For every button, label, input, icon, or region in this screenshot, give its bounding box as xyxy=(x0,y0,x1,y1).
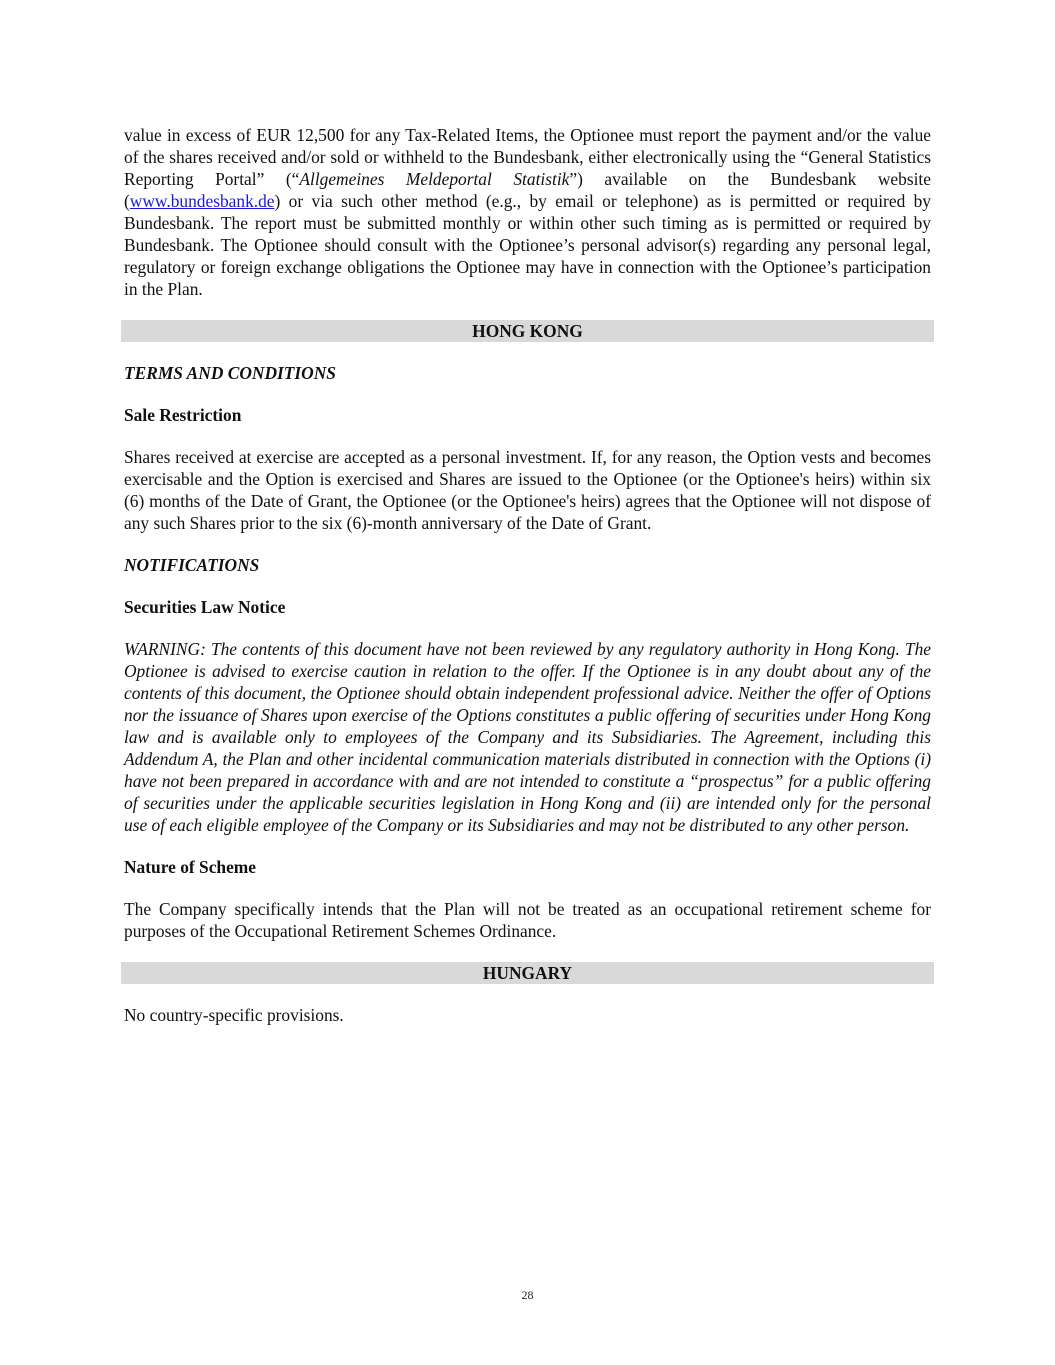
bundesbank-link[interactable]: www.bundesbank.de xyxy=(129,191,275,211)
germany-text-part2: ”) available on the Bundesbank website ( xyxy=(124,169,931,211)
securities-law-text: WARNING: The contents of this document have not been reviewed by any regulatory authority in Hong Kong. The Optionee is advised to exercise caution in relation to the offer. If the Optionee is in any doubt about any of the contents of this document, the Optionee should obtain independent professional advice. Neither the offer of Options nor the issuance of Shares upon exercise of the Options constitutes a public offering of securities under Hong Kong law and is available only to employees of the Company and its Subsidiaries. The Agreement, including this Addendum A, the Plan and other incidental communication materials distributed in connection with the Options (i) have not been prepared in accordance with and are not intended to constitute a “prospectus” for a public offering of securities under the applicable securities legislation in Hong Kong and (ii) are intended only for the personal use of each eligible employee of the Company or its Subsidiaries and may not be distributed to any other person. xyxy=(124,639,931,835)
section-band-hungary: HUNGARY xyxy=(121,962,934,984)
notifications-heading: NOTIFICATIONS xyxy=(124,555,260,575)
hungary-text: No country-specific provisions. xyxy=(124,1005,344,1025)
nature-of-scheme-text: The Company specifically intends that the Plan will not be treated as an occupational retirement scheme for purposes of the Occupational Retirement Schemes Ordinance. xyxy=(124,899,931,941)
germany-text-part1: value in excess of EUR 12,500 for any Tax-Related Items, the Optionee must report the payment and/or the value of the shares received and/or sold or withheld to the Bundesbank, either electronically using the “General Statistics Reporting Portal” (“ xyxy=(124,125,931,189)
sale-restriction-text: Shares received at exercise are accepted as a personal investment. If, for any reason, the Option vests and becomes exercisable and the Option is exercised and Shares are issued to the Optionee (or the Optionee's heirs) within six (6) months of the Date of Grant, the Optionee (or the Optionee's heirs) agrees that the Optionee will not dispose of any such Shares prior to the six (6)-month anniversary of the Date of Grant. xyxy=(124,447,931,533)
section-band-hong-kong: HONG KONG xyxy=(121,320,934,342)
terms-heading: TERMS AND CONDITIONS xyxy=(124,363,336,383)
document-page xyxy=(124,124,931,1026)
portal-german-name: Allgemeines Meldeportal Statistik xyxy=(299,169,570,189)
page-number: 28 xyxy=(521,1288,534,1302)
securities-law-heading: Securities Law Notice xyxy=(124,597,286,617)
sale-restriction-heading: Sale Restriction xyxy=(124,405,242,425)
germany-text-part3: ) or via such other method (e.g., by email or telephone) as is permitted or required by Bundesbank. The report must be submitted monthly or within other such timing as is permitted or required by Bundesbank. The Optionee should consult with the Optionee’s personal advisor(s) regarding any personal legal, regulatory or foreign exchange obligations the Optionee may have in connection with the Optionee’s participation in the Plan. xyxy=(124,191,931,299)
germany-reporting-paragraph xyxy=(124,124,931,300)
nature-of-scheme-heading: Nature of Scheme xyxy=(124,857,257,877)
